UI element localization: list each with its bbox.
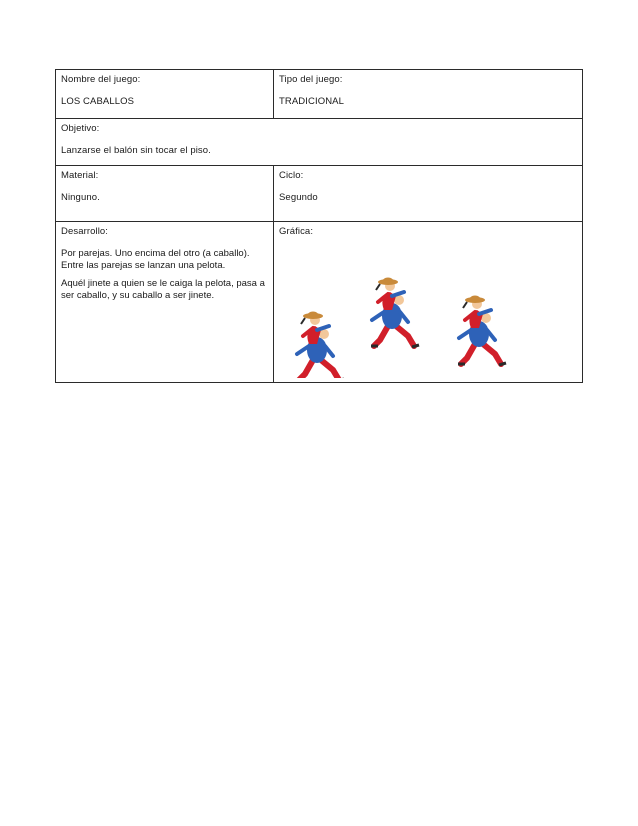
cell-objetivo <box>56 119 583 166</box>
cell-ciclo <box>274 166 583 222</box>
material-value: Ninguno. <box>61 192 100 203</box>
cell-material <box>56 166 274 222</box>
row-objetivo <box>56 119 583 166</box>
ciclo-value: Segundo <box>279 192 318 203</box>
running-riders-illustration <box>279 248 579 378</box>
material-label: Material: <box>61 170 99 181</box>
tipo-value: TRADICIONAL <box>279 96 344 107</box>
desarrollo-label: Desarrollo: <box>61 226 109 237</box>
row-name-type <box>56 70 583 119</box>
rider-pair-1 <box>296 312 344 379</box>
ciclo-label: Ciclo: <box>279 170 304 181</box>
cell-nombre <box>56 70 274 119</box>
rider-pair-2 <box>371 278 419 348</box>
desarrollo-paragraph-1: Por parejas. Uno encima del otro (a caballo). Entre las parejas se lanzan una pelota. <box>61 248 250 271</box>
cell-desarrollo <box>56 222 274 383</box>
row-material-ciclo <box>56 166 583 222</box>
row-desarrollo-grafica <box>56 222 583 383</box>
rider-pair-3 <box>458 296 506 366</box>
running-rider-pairs-icon <box>279 248 579 378</box>
objetivo-label: Objetivo: <box>61 123 100 134</box>
nombre-value: LOS CABALLOS <box>61 96 135 107</box>
objetivo-value: Lanzarse el balón sin tocar el piso. <box>61 145 211 156</box>
cell-grafica <box>274 222 583 383</box>
grafica-label: Gráfica: <box>279 226 314 237</box>
nombre-label: Nombre del juego: <box>61 74 141 85</box>
cell-tipo <box>274 70 583 119</box>
desarrollo-paragraph-2: Aquél jinete a quien se le caiga la pelota, pasa a ser caballo, y su caballo a ser jinete. <box>61 278 265 301</box>
game-card-table <box>55 69 583 383</box>
tipo-label: Tipo del juego: <box>279 74 343 85</box>
